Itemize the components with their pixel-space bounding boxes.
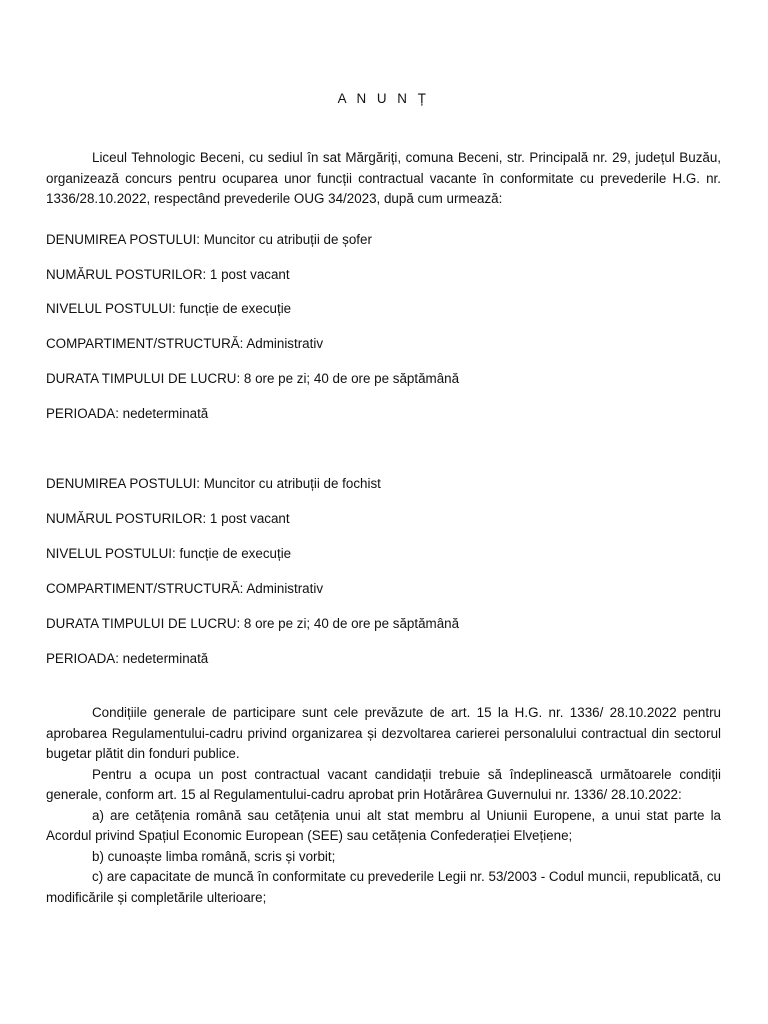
post-1-compartiment: COMPARTIMENT/STRUCTURĂ: Administrativ bbox=[46, 336, 324, 351]
post-2-perioada: PERIOADA: nedeterminată bbox=[46, 651, 209, 666]
conditions-general-paragraph: Condițiile generale de participare sunt cele prevăzute de art. 15 la H.G. nr. 1336/ 28.10.2022 pentru aprobarea Regulamentului-cadru privind organizarea și dezvoltarea carierei personalului contractual din sectorul bugetar plătit din fonduri publice. bbox=[46, 705, 721, 761]
post-2-numarul: NUMĂRUL POSTURILOR: 1 post vacant bbox=[46, 511, 290, 526]
post-2-denumirea: DENUMIREA POSTULUI: Muncitor cu atribuții de fochist bbox=[46, 476, 381, 491]
post-1-durata: DURATA TIMPULUI DE LUCRU: 8 ore pe zi; 40 de ore pe săptămână bbox=[46, 371, 460, 386]
post-1-denumirea: DENUMIREA POSTULUI: Muncitor cu atribuții de șofer bbox=[46, 232, 372, 247]
conditions-section bbox=[46, 703, 721, 908]
post-2-nivelul: NIVELUL POSTULUI: funcție de execuție bbox=[46, 546, 292, 561]
post-2-compartiment: COMPARTIMENT/STRUCTURĂ: Administrativ bbox=[46, 581, 324, 596]
condition-item-c: c) are capacitate de muncă în conformitate cu prevederile Legii nr. 53/2003 - Codul muncii, republicată, cu modificările și completările ulterioare; bbox=[46, 869, 721, 905]
post-1-nivelul: NIVELUL POSTULUI: funcție de execuție bbox=[46, 301, 292, 316]
post-1-numarul: NUMĂRUL POSTURILOR: 1 post vacant bbox=[46, 267, 290, 282]
post-2-durata: DURATA TIMPULUI DE LUCRU: 8 ore pe zi; 40 de ore pe săptămână bbox=[46, 616, 460, 631]
post-1-perioada: PERIOADA: nedeterminată bbox=[46, 406, 209, 421]
document-title: A N U N Ț bbox=[337, 91, 430, 106]
condition-item-b: b) cunoaște limba română, scris și vorbit; bbox=[92, 848, 336, 864]
condition-item-a: a) are cetățenia română sau cetățenia unui alt stat membru al Uniunii Europene, a unui stat parte la Acordul privind Spațiul Economic European (SEE) sau cetățenia Confederației Elvețiene; bbox=[46, 807, 721, 843]
intro-paragraph: Liceul Tehnologic Beceni, cu sediul în sat Mărgăriți, comuna Beceni, str. Principală nr. 29, județul Buzău, organizează concurs pentru ocuparea unor funcții contractual vacante în conformitate cu prevederile H.G. nr. 1336/28.10.2022, respectând prevederile OUG 34/2023, după cum urmează: bbox=[46, 150, 721, 206]
conditions-lead-paragraph: Pentru a ocupa un post contractual vacant candidații trebuie să îndeplinească următoarele condiții generale, conform art. 15 al Regulamentului-cadru aprobat prin Hotărârea Guvernului nr. 1336/ 28.10.2022: bbox=[46, 766, 721, 802]
